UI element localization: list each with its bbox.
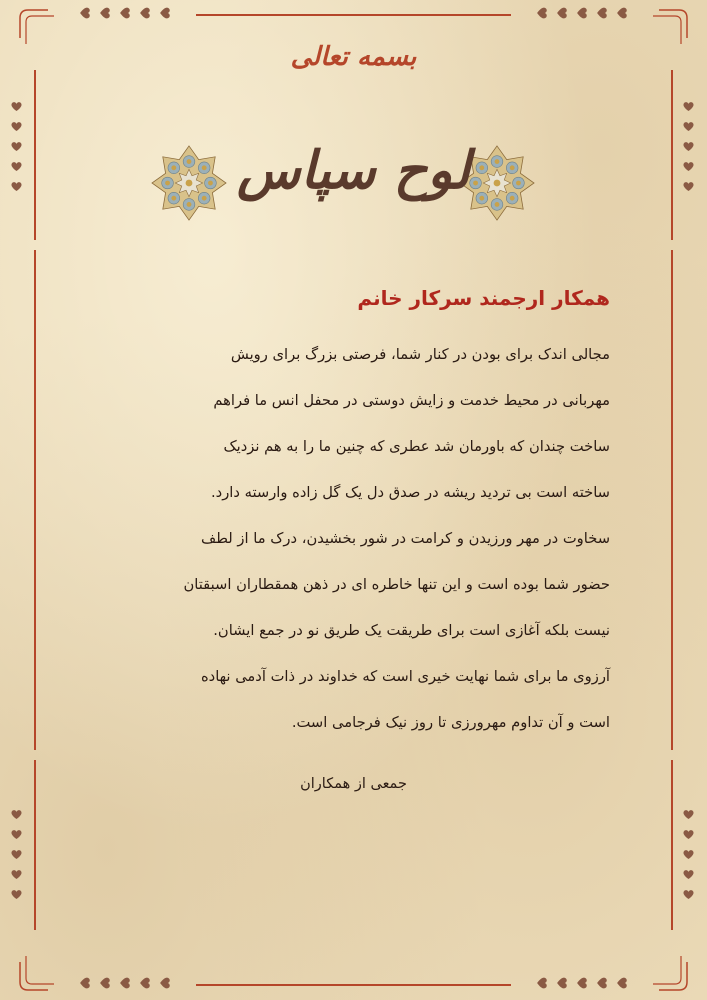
- body-line: مجالی اندک برای بودن در کنار شما، فرصتی بزرگ برای رویش: [230, 346, 610, 363]
- heart-ornament-icon: [10, 888, 23, 901]
- heart-ornament-icon: [10, 808, 23, 821]
- body-line: ساخته است بی تردید ریشه در صدق دل یک گل زاده وارسته دارد.: [210, 484, 610, 501]
- heart-ornament-icon: [138, 976, 152, 990]
- heart-ornament-icon: [615, 976, 629, 990]
- heart-ornament-icon: [682, 888, 695, 901]
- body-line: مهربانی در محیط خدمت و زایش دوستی در محفل انس ما فراهم: [213, 392, 610, 409]
- heart-ornament-icon: [138, 6, 152, 20]
- heart-ornament-icon: [10, 100, 23, 113]
- heart-ornament-icon: [535, 976, 549, 990]
- heart-ornament-icon: [682, 808, 695, 821]
- body-line: سخاوت در مهر ورزیدن و کرامت در شور بخشیدن، درک ما از لطف: [201, 530, 610, 547]
- heart-ornament-icon: [575, 6, 589, 20]
- heart-ornament-icon: [575, 976, 589, 990]
- frame-top-line: [196, 14, 511, 16]
- frame-left-line: [34, 250, 36, 750]
- heart-col-left-bottom: [10, 808, 23, 901]
- heart-row-bottom-left: [78, 976, 172, 990]
- body-line: ساخت چندان که باورمان شد عطری که چنین ما را به هم نزدیک: [223, 438, 610, 455]
- body-line: حضور شما بوده است و این تنها خاطره ای در ذهن همقطاران اسبقتان: [183, 576, 610, 593]
- body-line: است و آن تداوم مهرورزی تا روز نیک فرجامی است.: [291, 714, 610, 731]
- heart-row-top-left: [78, 6, 172, 20]
- heart-ornament-icon: [10, 828, 23, 841]
- heart-row-bottom-right: [535, 976, 629, 990]
- body-line: آرزوی ما برای شما نهایت خیری است که خداوند در ذات آدمی نهاده: [200, 668, 610, 685]
- heart-ornament-icon: [10, 848, 23, 861]
- heart-ornament-icon: [98, 976, 112, 990]
- heart-ornament-icon: [555, 6, 569, 20]
- heart-ornament-icon: [158, 976, 172, 990]
- heart-ornament-icon: [682, 828, 695, 841]
- signature-line: جمعی از همکاران: [300, 776, 407, 792]
- salutation-heading: همکار ارجمند سرکار خانم: [357, 286, 610, 310]
- heart-ornament-icon: [682, 120, 695, 133]
- heart-ornament-icon: [682, 100, 695, 113]
- heart-ornament-icon: [682, 848, 695, 861]
- heart-ornament-icon: [595, 6, 609, 20]
- heart-ornament-icon: [98, 6, 112, 20]
- heart-ornament-icon: [615, 6, 629, 20]
- heart-ornament-icon: [555, 976, 569, 990]
- page-title-calligraphy: لوح سپاس: [237, 140, 470, 201]
- heart-ornament-icon: [158, 6, 172, 20]
- heart-ornament-icon: [118, 976, 132, 990]
- bismillah-calligraphy: بسمه تعالی: [290, 42, 417, 72]
- corner-ornament-bottom-left: [18, 952, 58, 992]
- frame-bottom-line: [196, 984, 511, 986]
- heart-ornament-icon: [10, 868, 23, 881]
- heart-ornament-icon: [595, 976, 609, 990]
- heart-col-right-bottom: [682, 808, 695, 901]
- corner-ornament-bottom-right: [649, 952, 689, 992]
- heart-ornament-icon: [78, 976, 92, 990]
- body-line: نیست بلکه آغازی است برای طریقت یک طریق نو در جمع ایشان.: [213, 622, 610, 639]
- heart-ornament-icon: [118, 6, 132, 20]
- heart-ornament-icon: [78, 6, 92, 20]
- heart-ornament-icon: [10, 120, 23, 133]
- heart-ornament-icon: [682, 868, 695, 881]
- heart-row-top-right: [535, 6, 629, 20]
- frame-right-line: [671, 250, 673, 750]
- heart-ornament-icon: [535, 6, 549, 20]
